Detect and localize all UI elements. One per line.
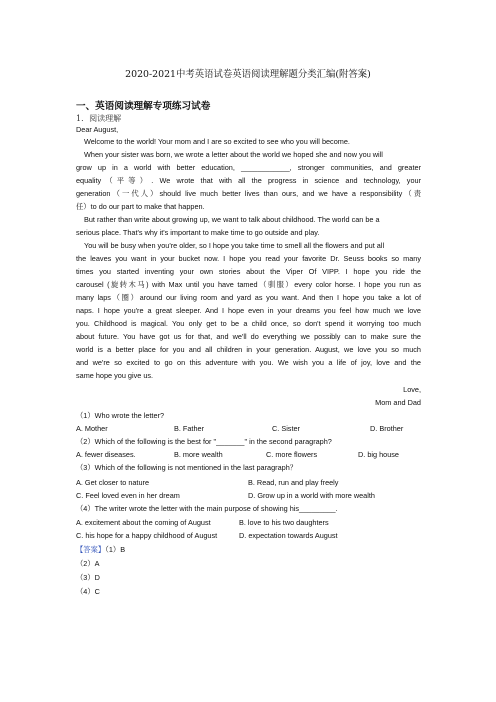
option: D. Brother: [370, 424, 404, 433]
letter-line: same hope you give us.: [76, 371, 154, 380]
answer-item: （1）B: [105, 545, 126, 554]
question-stem: （4）The writer wrote the letter with the main purpose of showing his_________.: [76, 504, 338, 513]
letter-closing: Love,: [403, 385, 421, 394]
option: A. Mother: [76, 424, 108, 433]
option: B. Father: [174, 424, 205, 433]
option: D. Grow up in a world with more wealth: [248, 491, 375, 500]
letter-line: serious place. That's why it's important to make time to go outside and play.: [76, 228, 320, 237]
option: B. Read, run and play freely: [248, 478, 339, 487]
letter-line: many laps（圈）around our living room and yard as you want. And then I hope you take a lot of: [76, 293, 421, 302]
answer-item: （2）A: [76, 559, 100, 568]
letter-line: world is a better place for you and all children in your generation. August, we love you so much: [76, 345, 421, 354]
letter-line: times you started inventing your own stories about the Viper Of VIPP. I hope you ride the: [76, 267, 421, 276]
letter-line: naps. I hope you're a great sleeper. And I hope even in your dreams you feel how much we love: [76, 306, 421, 315]
letter-line: equality（平等）. We wrote that with all the progress in science and technology, your: [76, 176, 421, 185]
option: B. love to his two daughters: [239, 518, 329, 527]
letter-line: When your sister was born, we wrote a letter about the world we hoped she and now you will: [84, 150, 383, 159]
option: D. big house: [358, 450, 399, 459]
answer-item: （3）D: [76, 573, 100, 582]
answer-item: （4）C: [76, 587, 100, 596]
question-stem: （2）Which of the following is the best for "_______" in the second paragraph?: [76, 437, 332, 446]
question-stem: （1）Who wrote the letter?: [76, 411, 165, 420]
option: C. his hope for a happy childhood of August: [76, 531, 218, 540]
option: C. Sister: [272, 424, 300, 433]
option: D. expectation towards August: [239, 531, 338, 540]
document-title: 2020-2021中考英语试卷英语阅读理解题分类汇编(附答案): [125, 69, 371, 80]
answer-tag: 【答案】: [76, 545, 106, 554]
section-heading: 一、英语阅读理解专项练习试卷: [76, 101, 211, 112]
answer-line: [76, 544, 421, 556]
letter-line: and we're so excited to go on this adventure with you. We wish you a life of joy, love and the: [76, 358, 421, 367]
letter-line: about future. You have got us for that, and we'll do everything we possibly can to make sure the: [76, 332, 421, 341]
letter-line: grow up in a world with better education, ____________, stronger communities, and greater: [76, 163, 421, 172]
letter-line: the leaves you want in your bucket now. I hope you read your favorite Dr. Seuss books so many: [76, 254, 421, 263]
option: A. excitement about the coming of August: [76, 518, 211, 527]
question-number: 1．阅读理解: [76, 114, 122, 123]
letter-line: generation（一代人）should live much better lives than ours, and we have a responsibility（责: [76, 189, 421, 198]
option: B. more wealth: [174, 450, 223, 459]
option: C. more flowers: [266, 450, 318, 459]
letter-line: You will be busy when you're older, so I hope you take time to smell all the flowers and put all: [84, 241, 385, 250]
letter-signature: Mom and Dad: [375, 398, 421, 407]
letter-line: carousel (旋转木马) with Max until you have tamed（驯服）every color horse. I hope you run as: [76, 280, 421, 289]
option: C. Feel loved even in her dream: [76, 491, 180, 500]
question-stem: （3）Which of the following is not mentioned in the last paragraph？: [76, 463, 298, 472]
letter-greeting: Dear August,: [76, 125, 119, 134]
option: A. Get closer to nature: [76, 478, 150, 487]
letter-line: Welcome to the world! Your mom and I are so excited to see who you will become.: [84, 137, 350, 146]
letter-line: But rather than write about growing up, we want to talk about childhood. The world can be a: [84, 215, 380, 224]
letter-line: you. Childhood is magical. You only get to be a child once, so don't spend it worrying too much: [76, 319, 421, 328]
letter-line: 任）to do our part to make that happen.: [76, 202, 205, 211]
option: A. fewer diseases.: [76, 450, 136, 459]
